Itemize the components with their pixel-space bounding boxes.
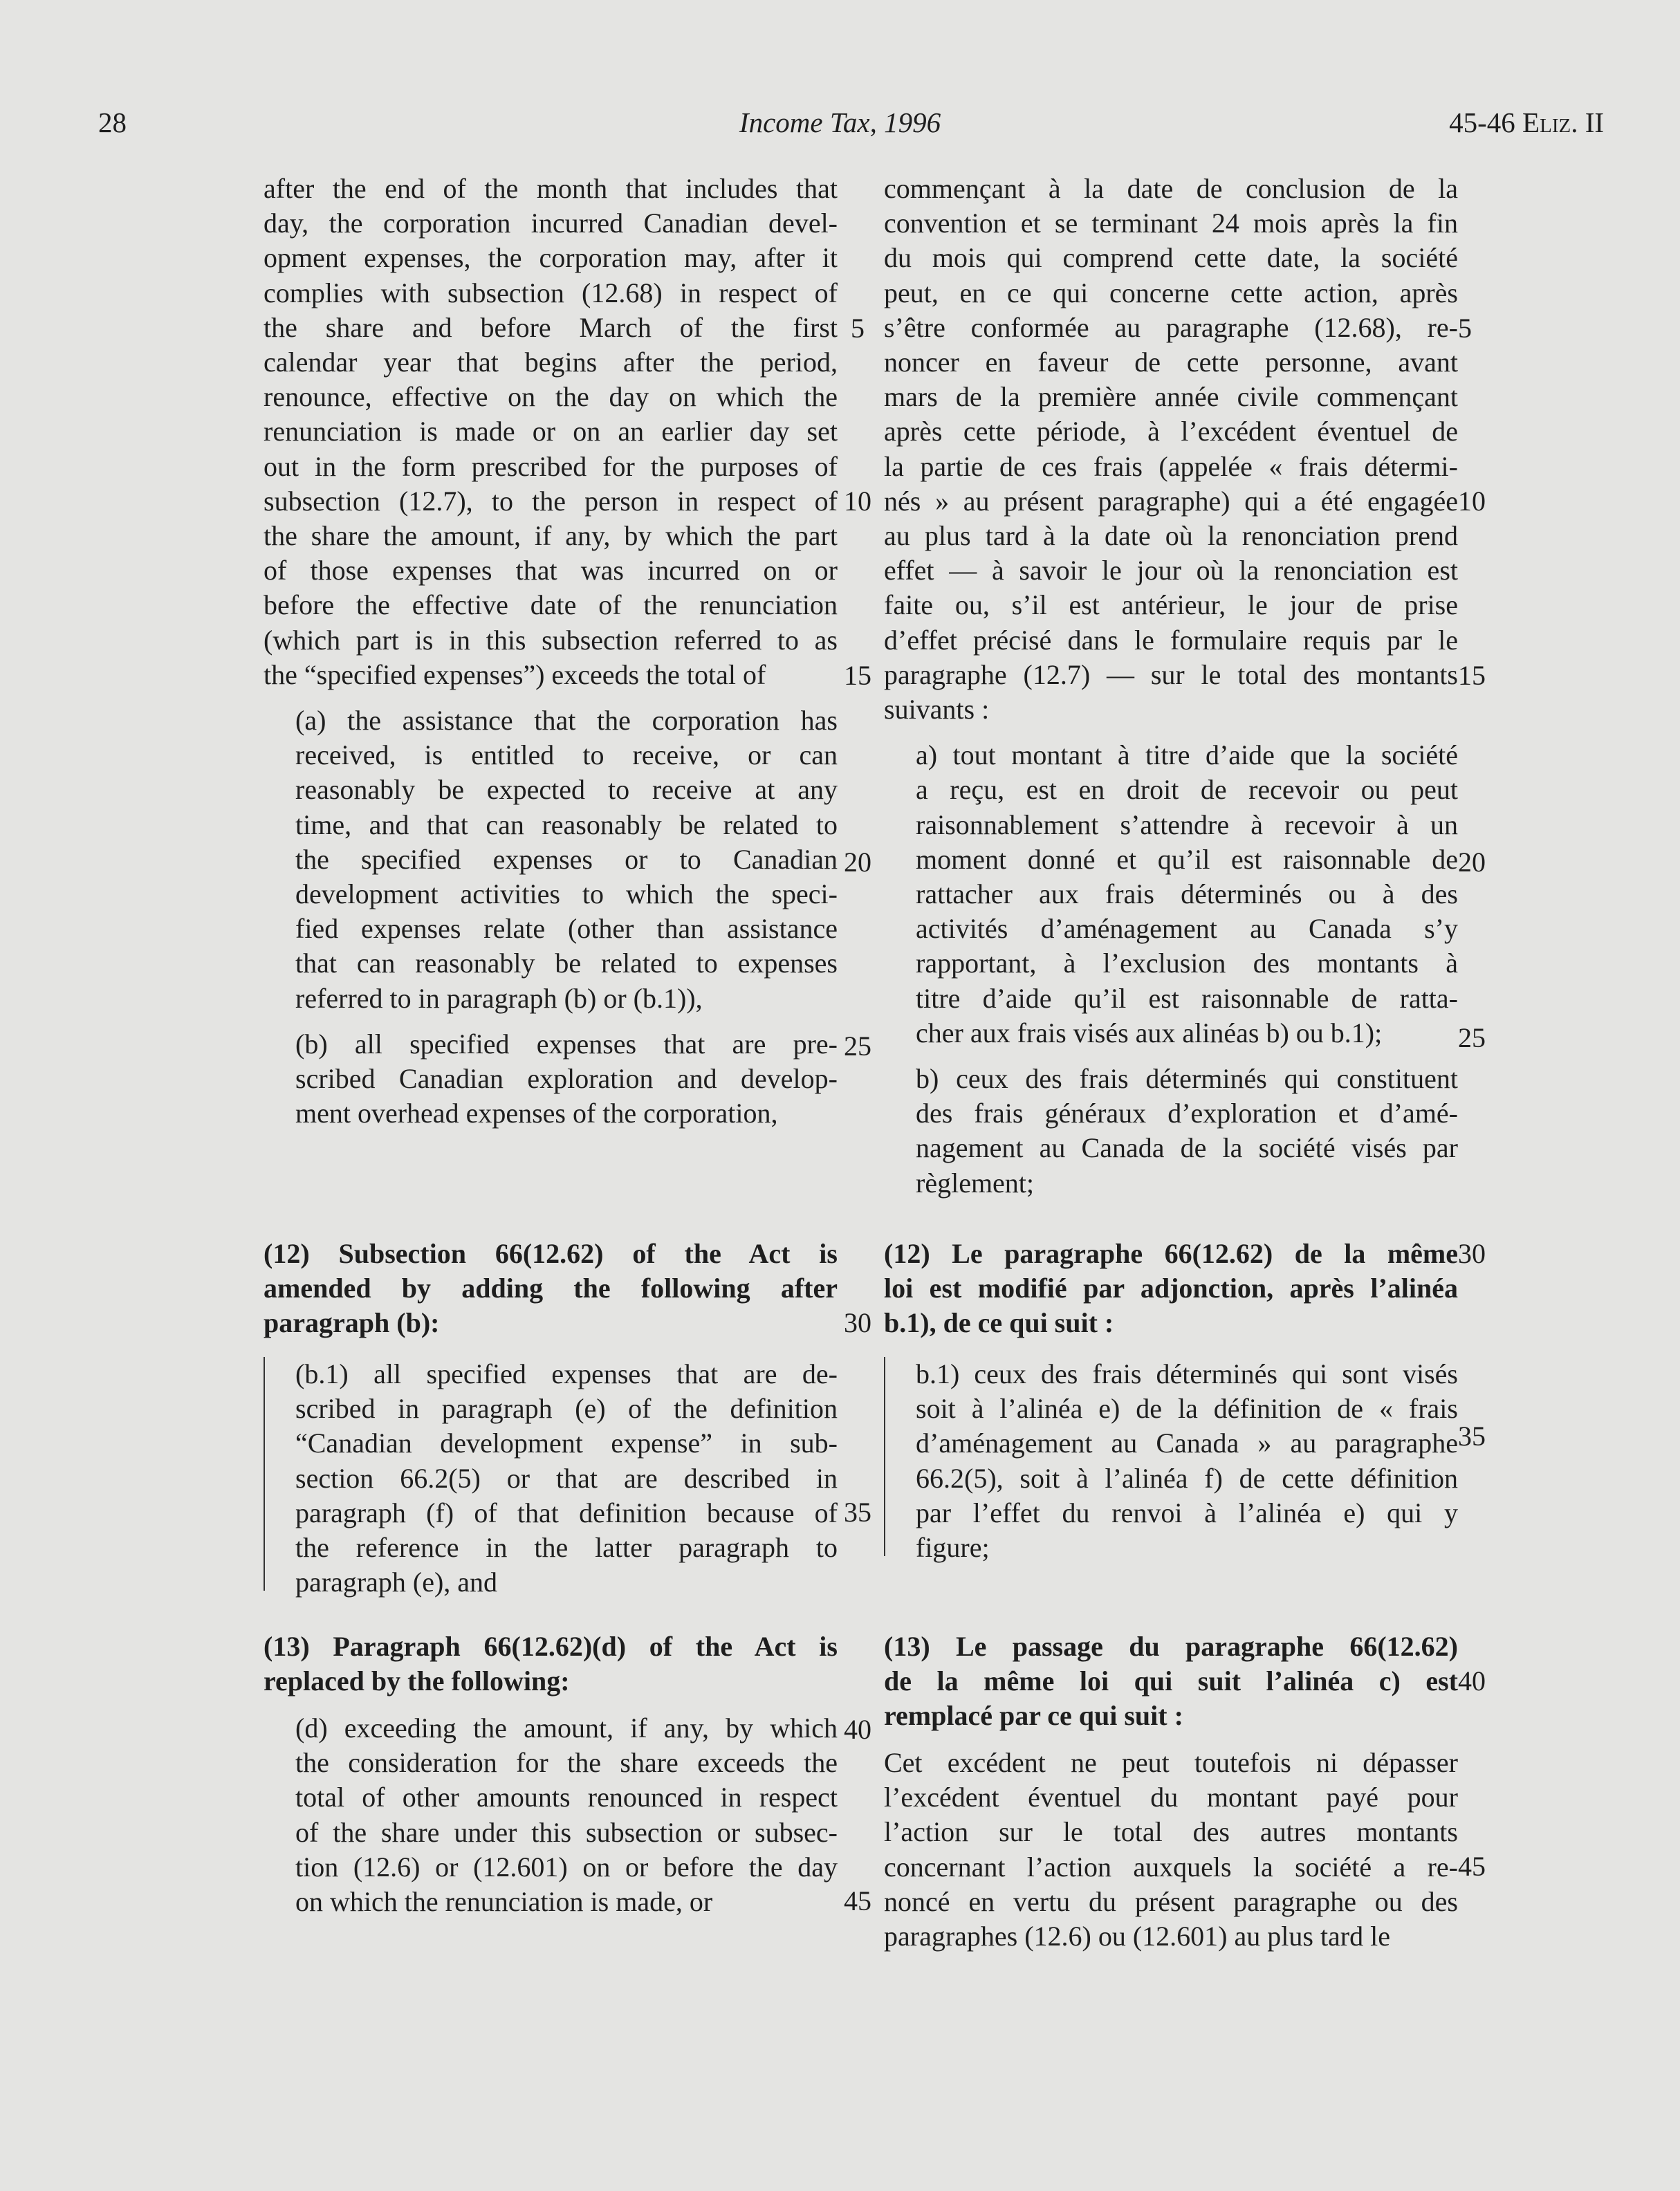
line-number: 30 [1458, 1238, 1486, 1269]
line-number: 45 [844, 1885, 871, 1916]
line-number: 15 [1458, 660, 1486, 691]
text-line: the share the amount, if any, by which the part [264, 520, 838, 552]
text-line: b) ceux des frais déterminés qui constituent [916, 1063, 1458, 1095]
text-line: of those expenses that was incurred on or [264, 555, 838, 586]
text-line: (12) Le paragraphe 66(12.62) de la même [884, 1238, 1458, 1269]
text-line: par l’effet du renvoi à l’alinéa e) qui y [916, 1497, 1458, 1528]
text-line: noncé en vertu du présent paragraphe ou des [884, 1885, 1458, 1917]
text-line: day, the corporation incurred Canadian devel- [264, 207, 838, 239]
text-line: tion (12.6) or (12.601) on or before the day [295, 1851, 838, 1883]
en-amendment-13 [264, 1629, 838, 1699]
fr-amendment-12 [884, 1237, 1458, 1341]
text-line: referred to in paragraph (b) or (b.1)), [295, 982, 703, 1014]
text-line: noncer en faveur de cette personne, avant [884, 346, 1458, 378]
english-column [264, 172, 838, 1131]
line-number: 15 [844, 660, 871, 691]
text-line: after the end of the month that includes that [264, 173, 838, 204]
text-line: ment overhead expenses of the corporation, [295, 1098, 778, 1129]
fr-block1 [884, 172, 1458, 727]
line-number: 35 [844, 1497, 871, 1528]
text-line: renunciation is made or on an earlier day set [264, 416, 838, 447]
text-line: paragraph (f) of that definition because of [295, 1497, 838, 1528]
text-line: a) tout montant à titre d’aide que la société [916, 739, 1458, 771]
line-number: 5 [1458, 313, 1472, 344]
text-line: (d) exceeding the amount, if any, by which [295, 1712, 838, 1744]
text-line: activités d’aménagement au Canada s’y [916, 913, 1458, 945]
text-line: subsection (12.7), to the person in respect of [264, 485, 838, 517]
text-line: d’aménagement au Canada » au paragraphe [916, 1427, 1458, 1459]
text-line: the specified expenses or to Canadian [295, 843, 838, 875]
text-line: the share and before March of the first [264, 311, 838, 343]
text-line: d’effet précisé dans le formulaire requis par le [884, 624, 1458, 656]
text-line: faite ou, s’il est antérieur, le jour de prise [884, 589, 1458, 621]
running-title: Income Tax, 1996 [739, 107, 941, 138]
fr-paragraph-a [884, 738, 1458, 1051]
text-line: paragraphes (12.6) ou (12.601) au plus tard le [884, 1921, 1390, 1952]
text-line: out in the form prescribed for the purposes of [264, 450, 838, 482]
text-line: rapportant, à l’exclusion des montants à [916, 947, 1458, 979]
text-line: Cet excédent ne peut toutefois ni dépasser [884, 1747, 1458, 1778]
text-line: amended by adding the following after [264, 1273, 838, 1304]
text-line: opment expenses, the corporation may, after it [264, 242, 838, 274]
text-line: au plus tard à la date où la renonciation prend [884, 520, 1458, 552]
text-line: (a) the assistance that the corporation has [295, 705, 838, 737]
text-line: peut, en ce qui concerne cette action, après [884, 277, 1458, 308]
text-line: effet — à savoir le jour où la renonciation est [884, 555, 1458, 586]
change-bar-english [264, 1357, 265, 1591]
text-line: moment donné et qu’il est raisonnable de [916, 843, 1458, 875]
text-line: section 66.2(5) or that are described in [295, 1462, 838, 1494]
fr-paragraph-b [884, 1062, 1458, 1201]
line-number: 25 [1458, 1022, 1486, 1053]
text-line: rattacher aux frais déterminés ou à des [916, 878, 1458, 910]
text-line: b.1) ceux des frais déterminés qui sont visés [916, 1358, 1458, 1389]
french-column [884, 172, 1458, 1201]
text-line: commençant à la date de conclusion de la [884, 173, 1458, 204]
text-line: the consideration for the share exceeds the [295, 1747, 838, 1779]
text-line: l’excédent éventuel du montant payé pour [884, 1782, 1458, 1813]
text-line: scribed in paragraph (e) of the definition [295, 1393, 838, 1425]
line-number: 20 [1458, 847, 1486, 878]
text-line: mars de la première année civile commençant [884, 381, 1458, 413]
text-line: convention et se terminant 24 mois après la fin [884, 207, 1458, 239]
text-line: calendar year that begins after the period, [264, 346, 838, 378]
en-paragraph-a [264, 703, 838, 1016]
text-line: soit à l’alinéa e) de la définition de « frais [916, 1393, 1458, 1425]
text-line: de la même loi qui suit l’alinéa c) est [884, 1665, 1458, 1697]
text-line: paragraph (b): [264, 1307, 440, 1339]
text-line: nés » au présent paragraphe) qui a été engagée [884, 485, 1458, 517]
text-line: figure; [916, 1532, 990, 1564]
text-line: on which the renunciation is made, or [295, 1886, 713, 1918]
text-line: fied expenses relate (other than assistance [295, 913, 838, 945]
text-line: titre d’aide qu’il est raisonnable de ratta- [916, 982, 1458, 1014]
line-number: 30 [844, 1307, 871, 1338]
text-line: (b.1) all specified expenses that are de- [295, 1358, 838, 1389]
text-line: paragraphe (12.7) — sur le total des montants [884, 658, 1458, 690]
text-line: reasonably be expected to receive at any [295, 774, 838, 806]
line-number: 40 [844, 1714, 871, 1745]
text-line: (12) Subsection 66(12.62) of the Act is [264, 1238, 838, 1269]
text-line: (13) Paragraph 66(12.62)(d) of the Act is [264, 1631, 838, 1662]
text-line: received, is entitled to receive, or can [295, 739, 838, 771]
change-bar-french [884, 1357, 885, 1556]
text-line: concernant l’action auxquels la société a re- [884, 1851, 1458, 1883]
text-line: renounce, effective on the day on which the [264, 381, 838, 413]
text-line: remplacé par ce qui suit : [884, 1700, 1183, 1732]
line-number: 20 [844, 847, 871, 878]
line-number: 45 [1458, 1851, 1486, 1882]
text-line: règlement; [916, 1167, 1035, 1199]
line-number: 5 [851, 313, 865, 344]
text-line: “Canadian development expense” in sub- [295, 1427, 838, 1459]
line-number: 35 [1458, 1421, 1486, 1452]
text-line: time, and that can reasonably be related to [295, 808, 838, 840]
line-number: 40 [1458, 1665, 1486, 1697]
text-line: suivants : [884, 694, 990, 725]
fr-paragraph-d [884, 1746, 1458, 1954]
en-paragraph-d [264, 1711, 838, 1919]
line-number: 25 [844, 1030, 871, 1062]
text-line: l’action sur le total des autres montants [884, 1816, 1458, 1848]
text-line: 66.2(5), soit à l’alinéa f) de cette définition [916, 1462, 1458, 1494]
text-line: cher aux frais visés aux alinéas b) ou b.1); [916, 1017, 1383, 1048]
fr-paragraph-b1 [884, 1357, 1458, 1565]
text-line: s’être conformée au paragraphe (12.68), re- [884, 311, 1458, 343]
page-number: 28 [98, 107, 127, 138]
text-line: du mois qui comprend cette date, la société [884, 242, 1458, 274]
text-line: loi est modifié par adjonction, après l’alinéa [884, 1273, 1458, 1304]
text-line: before the effective date of the renunciation [264, 589, 838, 621]
line-number: 10 [1458, 486, 1486, 517]
text-line: complies with subsection (12.68) in respect of [264, 277, 838, 308]
text-line: the “specified expenses”) exceeds the total of [264, 658, 766, 690]
en-paragraph-b [264, 1027, 838, 1131]
en-paragraph-b1 [264, 1357, 838, 1600]
text-line: nagement au Canada de la société visés par [916, 1132, 1458, 1164]
text-line: (13) Le passage du paragraphe 66(12.62) [884, 1631, 1458, 1662]
text-line: a reçu, est en droit de recevoir ou peut [916, 774, 1458, 806]
fr-amendment-13 [884, 1629, 1458, 1734]
text-line: (which part is in this subsection referred to as [264, 624, 838, 656]
line-number: 10 [844, 486, 871, 517]
text-line: total of other amounts renounced in respect [295, 1782, 838, 1813]
text-line: après cette période, à l’excédent éventuel de [884, 416, 1458, 447]
text-line: replaced by the following: [264, 1665, 570, 1697]
text-line: b.1), de ce qui suit : [884, 1307, 1114, 1339]
text-line: scribed Canadian exploration and develop- [295, 1063, 838, 1095]
text-line: development activities to which the speci- [295, 878, 838, 910]
text-line: paragraph (e), and [295, 1566, 498, 1598]
en-amendment-12 [264, 1237, 838, 1341]
text-line: the reference in the latter paragraph to [295, 1532, 838, 1564]
text-line: that can reasonably be related to expenses [295, 947, 838, 979]
text-line: des frais généraux d’exploration et d’amé- [916, 1098, 1458, 1129]
regnal-year: 45-46 Eliz. II [1449, 107, 1604, 138]
text-line: of the share under this subsection or subsec- [295, 1816, 838, 1848]
text-line: raisonnablement s’attendre à recevoir à un [916, 808, 1458, 840]
en-block1 [264, 172, 838, 692]
text-line: (b) all specified expenses that are pre- [295, 1028, 838, 1060]
text-line: la partie de ces frais (appelée « frais détermi- [884, 450, 1458, 482]
